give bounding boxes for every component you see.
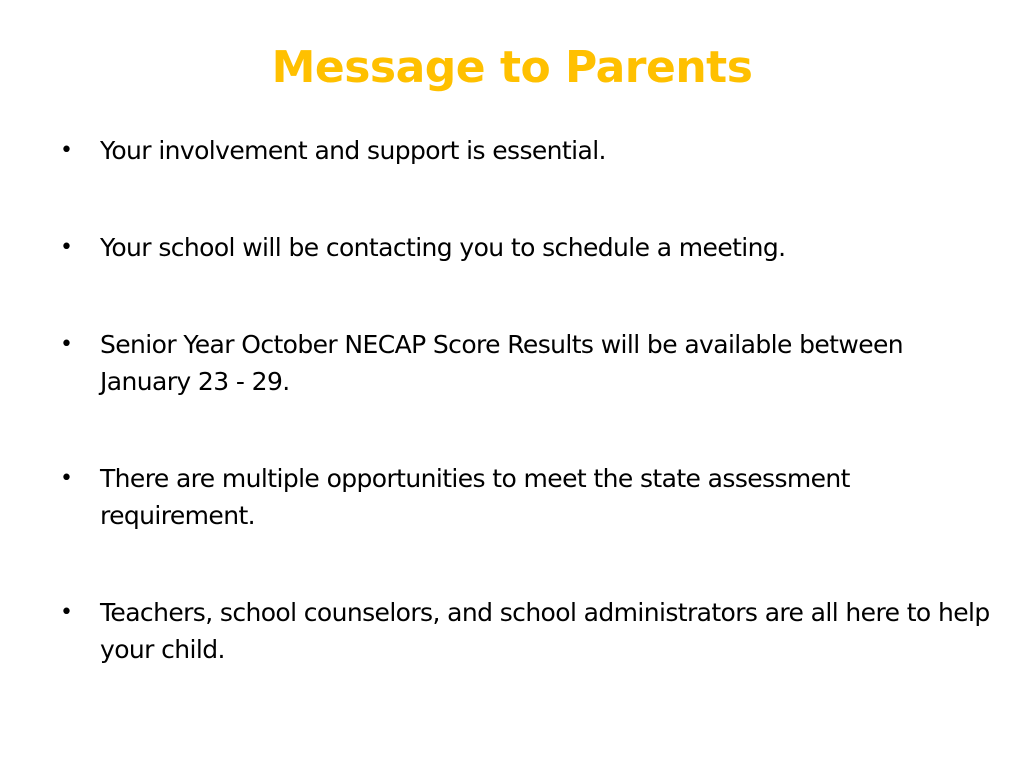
list-item: [60, 594, 990, 668]
bullet-icon: •: [60, 138, 73, 163]
list-item: [60, 326, 990, 400]
bullet-text: There are multiple opportunities to meet the state assessment requirement.: [100, 464, 850, 530]
bullet-list: [60, 132, 990, 728]
bullet-icon: •: [60, 332, 73, 357]
bullet-text: Your school will be contacting you to schedule a meeting.: [100, 233, 786, 262]
bullet-icon: •: [60, 466, 73, 491]
list-item: [60, 132, 990, 169]
bullet-text: Your involvement and support is essential.: [100, 136, 606, 165]
list-item: [60, 229, 990, 266]
bullet-text: Teachers, school counselors, and school administrators are all here to help your child.: [100, 598, 990, 664]
slide-title: Message to Parents: [271, 42, 753, 93]
bullet-icon: •: [60, 600, 73, 625]
bullet-text: Senior Year October NECAP Score Results will be available between January 23 - 29.: [100, 330, 904, 396]
bullet-icon: •: [60, 235, 73, 260]
list-item: [60, 460, 990, 534]
